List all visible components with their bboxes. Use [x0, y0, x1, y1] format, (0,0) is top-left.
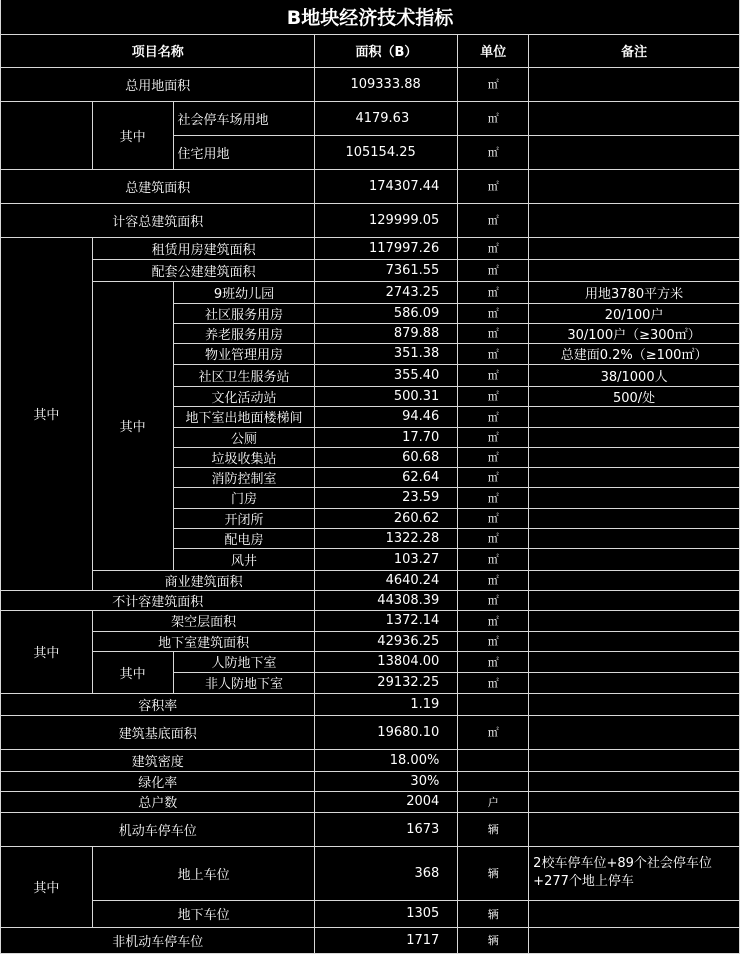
table-row — [1, 101, 740, 135]
facility-unit: ㎡ — [458, 303, 529, 323]
row-label: 绿化率 — [1, 771, 315, 791]
row-value: 129999.05 — [315, 203, 458, 237]
table-row — [1, 67, 740, 101]
table-row — [1, 631, 740, 651]
facility-unit: ㎡ — [458, 386, 529, 406]
row-note — [529, 715, 740, 749]
row-value: 174307.44 — [315, 169, 458, 203]
row-label: 计容总建筑面积 — [1, 203, 315, 237]
row-label: 非机动车停车位 — [1, 927, 315, 953]
facility-value: 103.27 — [315, 548, 458, 570]
row-note — [529, 693, 740, 715]
row-unit: ㎡ — [458, 715, 529, 749]
row-unit: 辆 — [458, 900, 529, 927]
row-label: 总用地面积 — [1, 67, 315, 101]
row-note — [529, 749, 740, 771]
row-value: 1.19 — [315, 693, 458, 715]
row-note — [529, 812, 740, 846]
facility-value: 351.38 — [315, 343, 458, 364]
facility-value: 500.31 — [315, 386, 458, 406]
row-value: 2004 — [315, 791, 458, 812]
row-value: 368 — [315, 846, 458, 900]
facility-value: 355.40 — [315, 364, 458, 386]
row-value: 1305 — [315, 900, 458, 927]
facility-label: 消防控制室 — [173, 467, 315, 487]
group-label: 其中 — [92, 651, 173, 693]
facility-unit: ㎡ — [458, 528, 529, 548]
facility-unit: ㎡ — [458, 487, 529, 508]
row-value: 13804.00 — [315, 651, 458, 672]
row-note: 2校车停车位+89个社会停车位+277个地上停车 — [529, 846, 740, 900]
row-note — [529, 203, 740, 237]
row-note — [529, 169, 740, 203]
row-unit: ㎡ — [458, 570, 529, 590]
row-unit: ㎡ — [458, 610, 529, 631]
row-label: 建筑密度 — [1, 749, 315, 771]
row-note — [529, 590, 740, 610]
row-unit: ㎡ — [458, 237, 529, 259]
row-note — [529, 927, 740, 953]
facility-label: 地下室出地面楼梯间 — [173, 406, 315, 427]
row-value: 1372.14 — [315, 610, 458, 631]
group-spacer — [1, 101, 93, 169]
header-item-name: 项目名称 — [1, 34, 315, 67]
row-value: 30% — [315, 771, 458, 791]
table-row — [1, 791, 740, 812]
row-unit: ㎡ — [458, 67, 529, 101]
facility-label: 门房 — [173, 487, 315, 508]
facility-label: 配电房 — [173, 528, 315, 548]
facility-label: 养老服务用房 — [173, 323, 315, 343]
row-value: 19680.10 — [315, 715, 458, 749]
row-note — [529, 610, 740, 631]
row-value: 7361.55 — [315, 259, 458, 281]
facility-value: 62.64 — [315, 467, 458, 487]
row-note — [529, 672, 740, 693]
facility-unit: ㎡ — [458, 508, 529, 528]
row-label: 租赁用房建筑面积 — [92, 237, 315, 259]
facility-value: 17.70 — [315, 427, 458, 447]
facility-note — [529, 508, 740, 528]
table-row — [1, 715, 740, 749]
row-unit: ㎡ — [458, 101, 529, 135]
row-unit: ㎡ — [458, 169, 529, 203]
facility-value: 60.68 — [315, 447, 458, 467]
row-note — [529, 67, 740, 101]
facility-label: 开闭所 — [173, 508, 315, 528]
facility-unit: ㎡ — [458, 467, 529, 487]
facility-unit: ㎡ — [458, 406, 529, 427]
row-label: 总户数 — [1, 791, 315, 812]
group-label: 其中 — [1, 237, 93, 590]
facility-unit: ㎡ — [458, 548, 529, 570]
table-title: B地块经济技术指标 — [1, 0, 740, 34]
facility-unit: ㎡ — [458, 343, 529, 364]
row-note — [529, 101, 740, 135]
table-row — [1, 651, 740, 672]
table-row — [1, 812, 740, 846]
row-label: 非人防地下室 — [173, 672, 315, 693]
table-row — [1, 610, 740, 631]
facility-note — [529, 548, 740, 570]
facility-note: 30/100户（≥300㎡） — [529, 323, 740, 343]
row-note — [529, 651, 740, 672]
row-note — [529, 135, 740, 169]
facility-note — [529, 487, 740, 508]
group-label: 其中 — [92, 281, 173, 570]
facility-unit: ㎡ — [458, 281, 529, 303]
row-note — [529, 259, 740, 281]
row-unit: 辆 — [458, 812, 529, 846]
table-row — [1, 749, 740, 771]
facility-unit: ㎡ — [458, 427, 529, 447]
row-value: 117997.26 — [315, 237, 458, 259]
facility-note — [529, 528, 740, 548]
row-unit: ㎡ — [458, 203, 529, 237]
facility-value: 260.62 — [315, 508, 458, 528]
table-row — [1, 846, 740, 900]
table-row — [1, 259, 740, 281]
group-label: 其中 — [1, 846, 93, 927]
facility-note — [529, 406, 740, 427]
row-label: 社会停车场用地 — [173, 101, 315, 135]
facility-note: 用地3780平方米 — [529, 281, 740, 303]
facility-label: 风井 — [173, 548, 315, 570]
facility-label: 文化活动站 — [173, 386, 315, 406]
group-label: 其中 — [92, 101, 173, 169]
row-label: 人防地下室 — [173, 651, 315, 672]
facility-label: 公厕 — [173, 427, 315, 447]
facility-value: 23.59 — [315, 487, 458, 508]
row-unit: 辆 — [458, 846, 529, 900]
facility-label: 9班幼儿园 — [173, 281, 315, 303]
row-label: 地下室建筑面积 — [92, 631, 315, 651]
group-label: 其中 — [1, 610, 93, 693]
row-value: 1673 — [315, 812, 458, 846]
row-label: 总建筑面积 — [1, 169, 315, 203]
facility-value: 2743.25 — [315, 281, 458, 303]
row-note — [529, 771, 740, 791]
table-row — [1, 570, 740, 590]
row-label: 地上车位 — [92, 846, 315, 900]
facility-label: 社区服务用房 — [173, 303, 315, 323]
table-row — [1, 590, 740, 610]
row-value: 42936.25 — [315, 631, 458, 651]
row-label: 架空层面积 — [92, 610, 315, 631]
facility-label: 物业管理用房 — [173, 343, 315, 364]
row-unit — [458, 693, 529, 715]
lower-section — [1, 590, 740, 953]
table-row — [1, 281, 740, 303]
facility-value: 586.09 — [315, 303, 458, 323]
facility-value: 94.46 — [315, 406, 458, 427]
table-row — [1, 203, 740, 237]
row-label: 商业建筑面积 — [92, 570, 315, 590]
row-value: 29132.25 — [315, 672, 458, 693]
row-unit: ㎡ — [458, 135, 529, 169]
header-unit: 单位 — [458, 34, 529, 67]
row-label: 住宅用地 — [173, 135, 315, 169]
row-note — [529, 570, 740, 590]
facility-note — [529, 427, 740, 447]
facility-unit: ㎡ — [458, 447, 529, 467]
row-unit: ㎡ — [458, 651, 529, 672]
row-label: 配套公建建筑面积 — [92, 259, 315, 281]
table-row — [1, 169, 740, 203]
facility-value: 879.88 — [315, 323, 458, 343]
facility-note: 500/处 — [529, 386, 740, 406]
table-row — [1, 771, 740, 791]
facility-note: 总建面0.2%（≥100㎡） — [529, 343, 740, 364]
row-unit: ㎡ — [458, 259, 529, 281]
table-row — [1, 693, 740, 715]
row-value: 18.00% — [315, 749, 458, 771]
header-area: 面积（B） — [315, 34, 458, 67]
facility-unit: ㎡ — [458, 323, 529, 343]
row-note — [529, 900, 740, 927]
row-value: 109333.88 — [315, 67, 458, 101]
header-note: 备注 — [529, 34, 740, 67]
facility-note: 38/1000人 — [529, 364, 740, 386]
table-row — [1, 900, 740, 927]
row-label: 容积率 — [1, 693, 315, 715]
row-label: 建筑基底面积 — [1, 715, 315, 749]
row-value: 1717 — [315, 927, 458, 953]
table-row — [1, 927, 740, 953]
row-unit: ㎡ — [458, 672, 529, 693]
row-unit — [458, 749, 529, 771]
facility-note — [529, 467, 740, 487]
row-unit: ㎡ — [458, 631, 529, 651]
row-note — [529, 631, 740, 651]
row-unit — [458, 771, 529, 791]
row-label: 地下车位 — [92, 900, 315, 927]
row-unit: 户 — [458, 791, 529, 812]
facility-unit: ㎡ — [458, 364, 529, 386]
facility-label: 社区卫生服务站 — [173, 364, 315, 386]
facility-note — [529, 447, 740, 467]
row-label: 机动车停车位 — [1, 812, 315, 846]
row-value: 44308.39 — [315, 590, 458, 610]
row-label: 不计容建筑面积 — [1, 590, 315, 610]
row-unit: ㎡ — [458, 590, 529, 610]
row-value: 4640.24 — [315, 570, 458, 590]
row-value: 4179.63 — [315, 101, 458, 135]
row-note — [529, 237, 740, 259]
facility-value: 1322.28 — [315, 528, 458, 548]
row-note — [529, 791, 740, 812]
facility-note: 20/100户 — [529, 303, 740, 323]
row-value: 105154.25 — [315, 135, 458, 169]
facility-label: 垃圾收集站 — [173, 447, 315, 467]
row-unit: 辆 — [458, 927, 529, 953]
table-row — [1, 237, 740, 259]
